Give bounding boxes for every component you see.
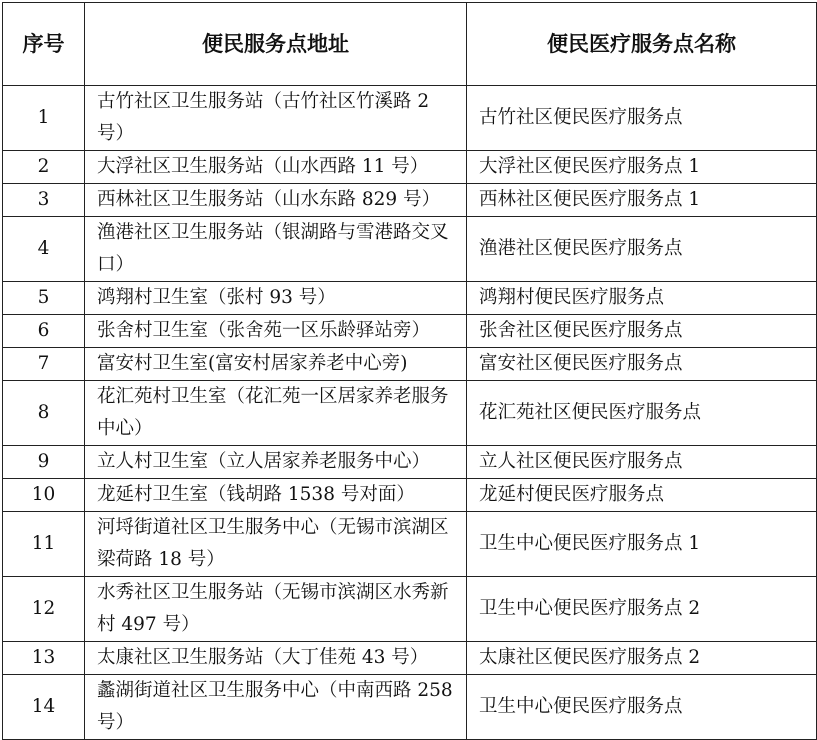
table-row (3, 642, 817, 675)
row-index: 13 (3, 642, 85, 675)
table-header-row (3, 3, 817, 86)
row-address: 花汇苑村卫生室（花汇苑一区居家养老服务中心） (85, 381, 467, 446)
table-row (3, 479, 817, 512)
row-address: 张舍村卫生室（张舍苑一区乐龄驿站旁） (85, 315, 467, 348)
row-name: 古竹社区便民医疗服务点 (467, 86, 817, 151)
row-address: 富安村卫生室(富安村居家养老中心旁) (85, 348, 467, 381)
row-address: 渔港社区卫生服务站（银湖路与雪港路交叉口） (85, 217, 467, 282)
table-row (3, 217, 817, 282)
table-row (3, 512, 817, 577)
row-name: 张舍社区便民医疗服务点 (467, 315, 817, 348)
row-index: 4 (3, 217, 85, 282)
row-name: 渔港社区便民医疗服务点 (467, 217, 817, 282)
header-name: 便民医疗服务点名称 (467, 3, 817, 86)
row-name: 富安社区便民医疗服务点 (467, 348, 817, 381)
row-name: 花汇苑社区便民医疗服务点 (467, 381, 817, 446)
row-index: 9 (3, 446, 85, 479)
row-name: 卫生中心便民医疗服务点 1 (467, 512, 817, 577)
row-name: 鸿翔村便民医疗服务点 (467, 282, 817, 315)
row-name: 立人社区便民医疗服务点 (467, 446, 817, 479)
row-index: 8 (3, 381, 85, 446)
row-index: 14 (3, 675, 85, 740)
table-row (3, 315, 817, 348)
row-index: 12 (3, 577, 85, 642)
row-address: 太康社区卫生服务站（大丁佳苑 43 号） (85, 642, 467, 675)
table-row (3, 348, 817, 381)
row-name: 龙延村便民医疗服务点 (467, 479, 817, 512)
row-address: 蠡湖街道社区卫生服务中心（中南西路 258 号） (85, 675, 467, 740)
row-index: 1 (3, 86, 85, 151)
row-address: 龙延村卫生室（钱胡路 1538 号对面） (85, 479, 467, 512)
row-index: 5 (3, 282, 85, 315)
row-index: 11 (3, 512, 85, 577)
row-address: 河埒街道社区卫生服务中心（无锡市滨湖区梁荷路 18 号） (85, 512, 467, 577)
row-address: 鸿翔村卫生室（张村 93 号） (85, 282, 467, 315)
table-row (3, 151, 817, 184)
row-address: 水秀社区卫生服务站（无锡市滨湖区水秀新村 497 号） (85, 577, 467, 642)
table-row (3, 577, 817, 642)
row-index: 7 (3, 348, 85, 381)
row-index: 10 (3, 479, 85, 512)
row-index: 3 (3, 184, 85, 217)
table-row (3, 446, 817, 479)
row-address: 西林社区卫生服务站（山水东路 829 号） (85, 184, 467, 217)
row-index: 2 (3, 151, 85, 184)
header-index: 序号 (3, 3, 85, 86)
row-address: 古竹社区卫生服务站（古竹社区竹溪路 2 号） (85, 86, 467, 151)
table-row (3, 675, 817, 740)
row-name: 大浮社区便民医疗服务点 1 (467, 151, 817, 184)
row-name: 西林社区便民医疗服务点 1 (467, 184, 817, 217)
table-row (3, 86, 817, 151)
header-address: 便民服务点地址 (85, 3, 467, 86)
table-row (3, 381, 817, 446)
row-name: 太康社区便民医疗服务点 2 (467, 642, 817, 675)
row-name: 卫生中心便民医疗服务点 2 (467, 577, 817, 642)
row-address: 大浮社区卫生服务站（山水西路 11 号） (85, 151, 467, 184)
service-points-table (2, 2, 817, 740)
table-row (3, 184, 817, 217)
row-name: 卫生中心便民医疗服务点 (467, 675, 817, 740)
table-row (3, 282, 817, 315)
row-address: 立人村卫生室（立人居家养老服务中心） (85, 446, 467, 479)
row-index: 6 (3, 315, 85, 348)
